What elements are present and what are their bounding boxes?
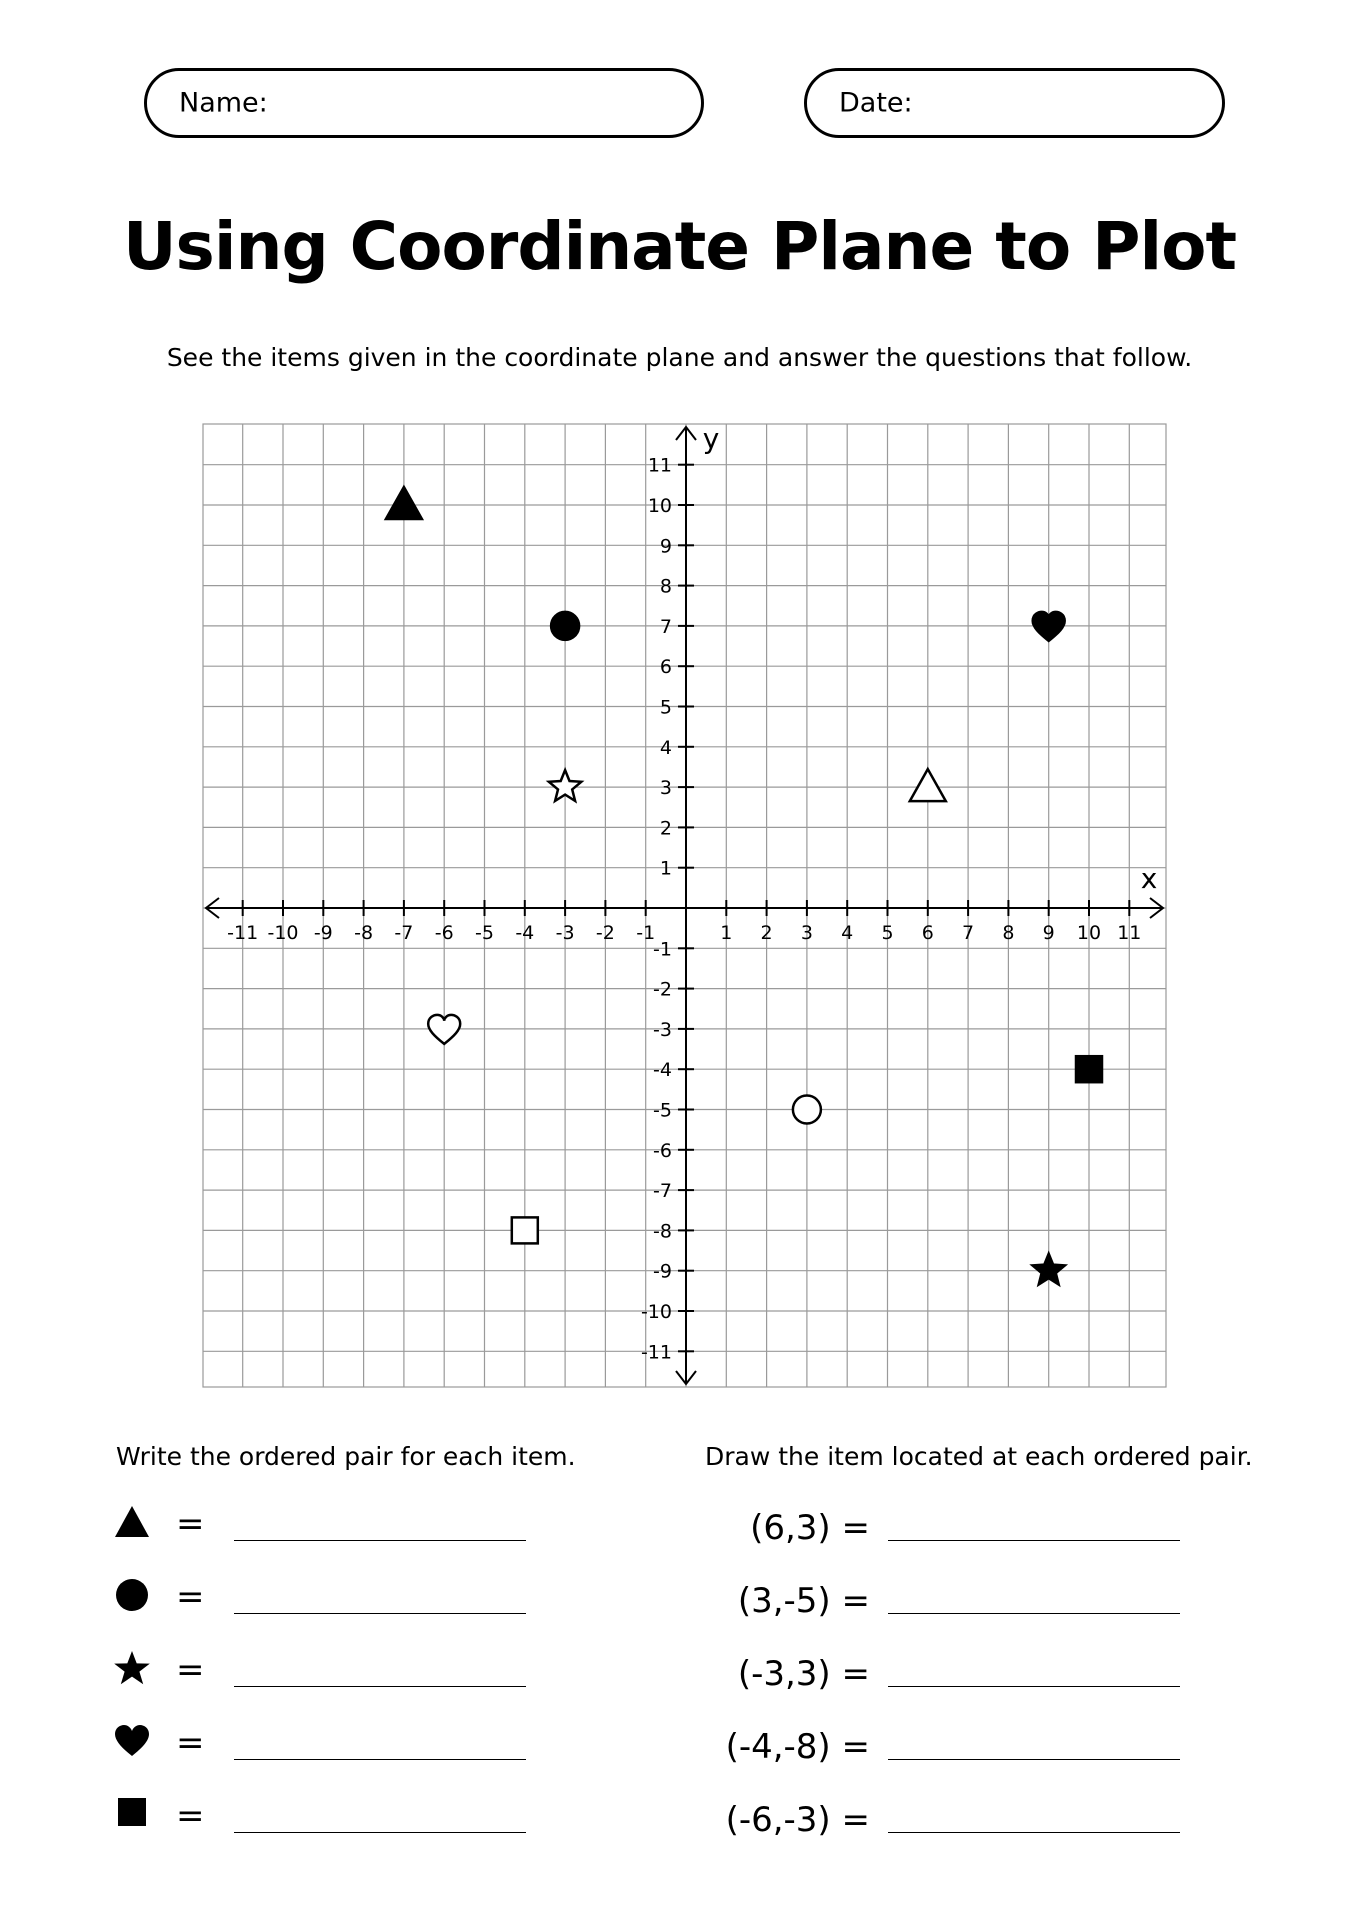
y-tick-label: 1 bbox=[659, 857, 672, 880]
axes bbox=[206, 422, 1163, 1384]
drawing-line[interactable] bbox=[888, 1613, 1180, 1614]
plotted-items bbox=[386, 487, 1102, 1285]
y-tick-label: 8 bbox=[659, 575, 672, 598]
y-tick-label: -3 bbox=[653, 1018, 672, 1041]
equals-sign: = bbox=[176, 1796, 205, 1836]
answer-row-star bbox=[0, 1648, 600, 1698]
x-tick-label: 6 bbox=[921, 922, 934, 944]
equals-sign: = bbox=[176, 1650, 205, 1690]
ordered-pair: (3,-5) = bbox=[737, 1581, 870, 1621]
answer-line[interactable] bbox=[234, 1613, 526, 1614]
y-tick-label: 2 bbox=[659, 817, 672, 840]
instructions-text: See the items given in the coordinate plane and answer the questions that follow. bbox=[166, 343, 1193, 372]
x-tick-label: 1 bbox=[720, 922, 733, 944]
y-tick-label: 6 bbox=[659, 656, 672, 679]
drawing-line[interactable] bbox=[888, 1686, 1180, 1687]
pair-row bbox=[640, 1727, 870, 1777]
y-tick-label: -6 bbox=[653, 1139, 672, 1162]
x-tick-label: -11 bbox=[227, 922, 259, 944]
x-tick-label: 3 bbox=[800, 922, 813, 944]
name-label: Name: bbox=[179, 87, 268, 119]
ordered-pair: (-3,3) = bbox=[737, 1654, 870, 1694]
outline-heart-marker bbox=[428, 1015, 460, 1044]
filled-square-icon bbox=[112, 1794, 152, 1834]
y-tick-label: -8 bbox=[653, 1220, 672, 1243]
filled-triangle-icon bbox=[112, 1502, 152, 1542]
x-tick-label: -2 bbox=[595, 922, 615, 944]
date-label: Date: bbox=[839, 87, 913, 119]
y-tick-label: 4 bbox=[659, 736, 672, 759]
answer-row-square bbox=[0, 1794, 600, 1844]
left-section-heading: Write the ordered pair for each item. bbox=[116, 1442, 576, 1471]
y-tick-label: -7 bbox=[653, 1180, 672, 1203]
x-tick-label: 10 bbox=[1076, 922, 1102, 944]
y-tick-label: -2 bbox=[653, 978, 672, 1001]
x-tick-label: -6 bbox=[434, 922, 454, 944]
answer-line[interactable] bbox=[234, 1686, 526, 1687]
ordered-pair: (-4,-8) = bbox=[725, 1727, 870, 1767]
equals-sign: = bbox=[176, 1577, 205, 1617]
pair-row bbox=[640, 1800, 870, 1850]
x-tick-label: -8 bbox=[354, 922, 374, 944]
filled-triangle-marker bbox=[386, 487, 422, 519]
y-tick-label: -1 bbox=[653, 938, 672, 961]
y-tick-label: 7 bbox=[659, 615, 672, 638]
x-tick-label: 5 bbox=[881, 922, 894, 944]
answer-row-heart bbox=[0, 1721, 600, 1771]
answer-row-triangle bbox=[0, 1502, 600, 1552]
filled-circle-marker bbox=[551, 612, 579, 640]
filled-circle-icon bbox=[112, 1575, 152, 1615]
x-tick-label: 11 bbox=[1117, 922, 1142, 944]
answer-row-circle bbox=[0, 1575, 600, 1625]
x-tick-label: 2 bbox=[760, 922, 773, 944]
x-tick-label: -4 bbox=[515, 922, 535, 944]
x-tick-label: -3 bbox=[555, 922, 575, 944]
x-tick-label: -5 bbox=[475, 922, 494, 944]
x-tick-label: -1 bbox=[636, 922, 656, 944]
y-tick-label: 10 bbox=[647, 495, 672, 517]
right-section-heading: Draw the item located at each ordered pair. bbox=[705, 1442, 1253, 1471]
filled-square-marker bbox=[1076, 1056, 1102, 1082]
filled-star-icon bbox=[112, 1648, 152, 1688]
page-title: Using Coordinate Plane to Plot bbox=[122, 208, 1237, 285]
drawing-line[interactable] bbox=[888, 1832, 1180, 1833]
outline-triangle-marker bbox=[910, 769, 946, 801]
y-tick-label: -11 bbox=[640, 1341, 672, 1364]
answer-line[interactable] bbox=[234, 1540, 526, 1541]
ordered-pair: (6,3) = bbox=[750, 1508, 870, 1548]
y-tick-label: -10 bbox=[640, 1301, 672, 1323]
pair-row bbox=[640, 1654, 870, 1704]
equals-sign: = bbox=[176, 1723, 205, 1763]
ordered-pair: (-6,-3) = bbox=[725, 1800, 870, 1840]
grid bbox=[203, 424, 1166, 1387]
x-tick-label: -10 bbox=[267, 922, 299, 944]
x-tick-label: 7 bbox=[962, 922, 975, 944]
grid-border bbox=[203, 424, 1166, 1387]
y-tick-label: -4 bbox=[653, 1059, 672, 1082]
x-tick-label: -7 bbox=[394, 922, 414, 944]
answer-line[interactable] bbox=[234, 1759, 526, 1760]
outline-circle-marker bbox=[793, 1096, 821, 1124]
drawing-line[interactable] bbox=[888, 1540, 1180, 1541]
x-tick-label: -9 bbox=[313, 922, 333, 944]
equals-sign: = bbox=[176, 1504, 205, 1544]
y-tick-label: 5 bbox=[659, 696, 672, 719]
x-axis-label: x bbox=[1140, 862, 1158, 895]
y-tick-label: 11 bbox=[647, 454, 672, 477]
filled-heart-icon bbox=[112, 1721, 152, 1761]
outline-square-marker bbox=[512, 1217, 538, 1243]
x-tick-label: 8 bbox=[1002, 922, 1015, 944]
drawing-line[interactable] bbox=[888, 1759, 1180, 1760]
y-tick-label: 3 bbox=[659, 777, 672, 800]
y-tick-label: 9 bbox=[659, 535, 672, 558]
pair-row bbox=[640, 1508, 870, 1558]
pair-row bbox=[640, 1581, 870, 1631]
x-tick-label: 4 bbox=[841, 922, 854, 944]
x-tick-label: 9 bbox=[1042, 922, 1055, 944]
answer-line[interactable] bbox=[234, 1832, 526, 1833]
y-axis-label: y bbox=[702, 422, 720, 455]
y-tick-label: -5 bbox=[653, 1099, 672, 1122]
y-tick-label: -9 bbox=[653, 1260, 672, 1283]
filled-heart-marker bbox=[1033, 612, 1065, 641]
